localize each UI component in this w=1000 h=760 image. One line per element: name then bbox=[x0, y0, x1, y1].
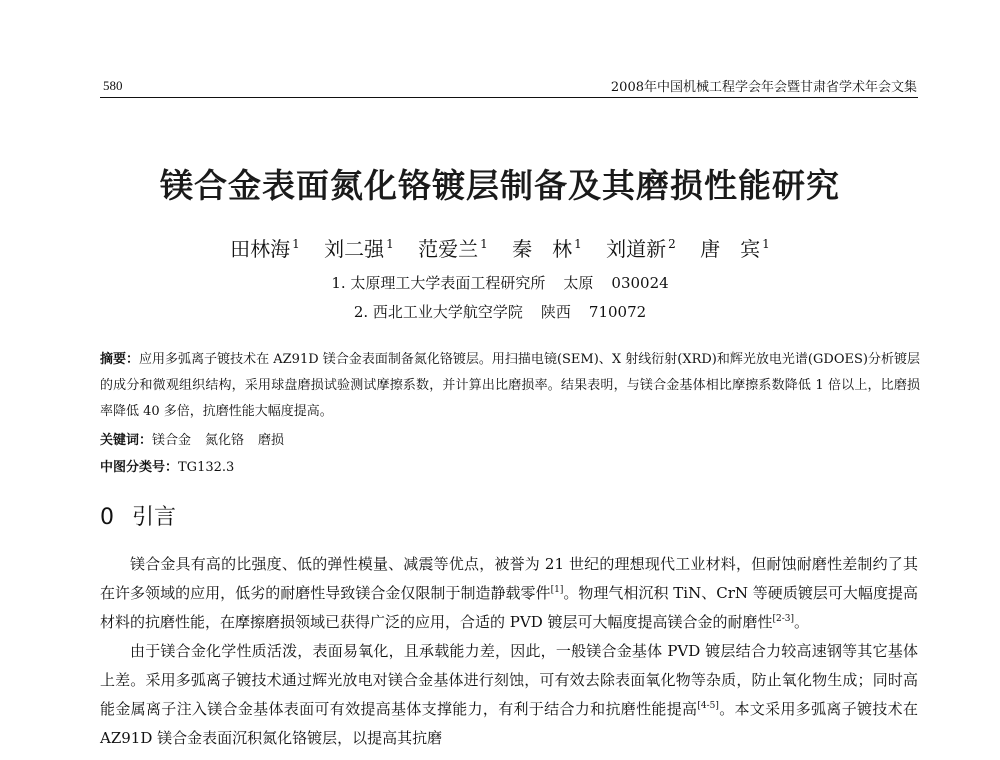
running-header: 2008年中国机械工程学会年会暨甘肃省学术年会文集 bbox=[610, 80, 917, 95]
citation: [2-3] bbox=[772, 614, 795, 624]
keyword: 镁合金 bbox=[152, 433, 192, 448]
clc-label: 中图分类号： bbox=[100, 460, 179, 475]
abstract bbox=[100, 347, 920, 425]
author-list bbox=[0, 233, 1000, 262]
keywords bbox=[100, 428, 920, 454]
author: 刘道新 $^2$ bbox=[606, 237, 676, 261]
keyword: 磨损 bbox=[258, 433, 285, 448]
page-number: 580 bbox=[103, 78, 123, 93]
citation: [4-5] bbox=[697, 701, 719, 711]
classification-number bbox=[100, 455, 920, 481]
paragraph: 由于镁合金化学性质活泼，表面易氧化，且承载能力差，因此，一般镁合金基体 PVD 镀层结合力较高速钢等其它基体上差。采用多弧离子镀技术通过辉光放电对镁合金基体进行刻蚀，可有效去除表面氧化物等杂质，防止氧化物生成；同时高能金属离子注入镁合金基体表面可有效提高基体支撑能力，有利于结合力和抗磨性能提高[4-5]。本文采用多弧离子镀技术在 AZ91D 镁合金表面沉积氮化铬镀层，以提高其抗磨 bbox=[100, 642, 918, 747]
paper-title: 镁合金表面氮化铬镀层制备及其磨损性能研究 bbox=[160, 166, 840, 205]
paragraph: 镁合金具有高的比强度、低的弹性模量、减震等优点，被誉为 21 世纪的理想现代工业材料，但耐蚀耐磨性差制约了其在许多领域的应用，低劣的耐磨性导致镁合金仅限制于制造静载零件[1]。物理气相沉积 TiN、CrN 等硬质镀层可大幅度提高材料的抗磨性能，在摩擦磨损领域已获得广泛的应用，合适的 PVD 镀层可大幅度提高镁合金的耐磨性[2-3]。 bbox=[100, 555, 918, 631]
affiliation: 1. 太原理工大学表面工程研究所 太原 030024 bbox=[331, 274, 669, 292]
author: 范爱兰 $^1$ bbox=[418, 237, 488, 261]
abstract-label: 摘要： bbox=[100, 352, 140, 367]
citation: [1] bbox=[550, 585, 564, 595]
clc-value: TG132.3 bbox=[178, 460, 235, 475]
keywords-label: 关键词： bbox=[100, 433, 153, 448]
author: 田林海 $^1$ bbox=[230, 237, 300, 261]
keyword: 氮化铬 bbox=[205, 433, 245, 448]
author: 刘二强 $^1$ bbox=[324, 237, 394, 261]
abstract-text: 应用多弧离子镀技术在 AZ91D 镁合金表面制备氮化铬镀层。用扫描电镜(SEM)、X 射线衍射(XRD)和辉光放电光谱(GDOES)分析镀层的成分和微观组织结构，采用球盘磨损试验测试摩擦系数，并计算出比磨损率。结果表明，与镁合金基体相比摩擦系数降低 1 倍以上，比磨损率降低 40 多倍，抗磨性能大幅度提高。 bbox=[100, 352, 920, 419]
body-text bbox=[100, 550, 918, 753]
section-heading: 0 引言 bbox=[100, 505, 177, 530]
author: 唐 宾 $^1$ bbox=[700, 237, 770, 261]
header-rule bbox=[100, 97, 918, 98]
author: 秦 林 $^1$ bbox=[512, 237, 582, 261]
affiliation: 2. 西北工业大学航空学院 陕西 710072 bbox=[353, 303, 647, 321]
